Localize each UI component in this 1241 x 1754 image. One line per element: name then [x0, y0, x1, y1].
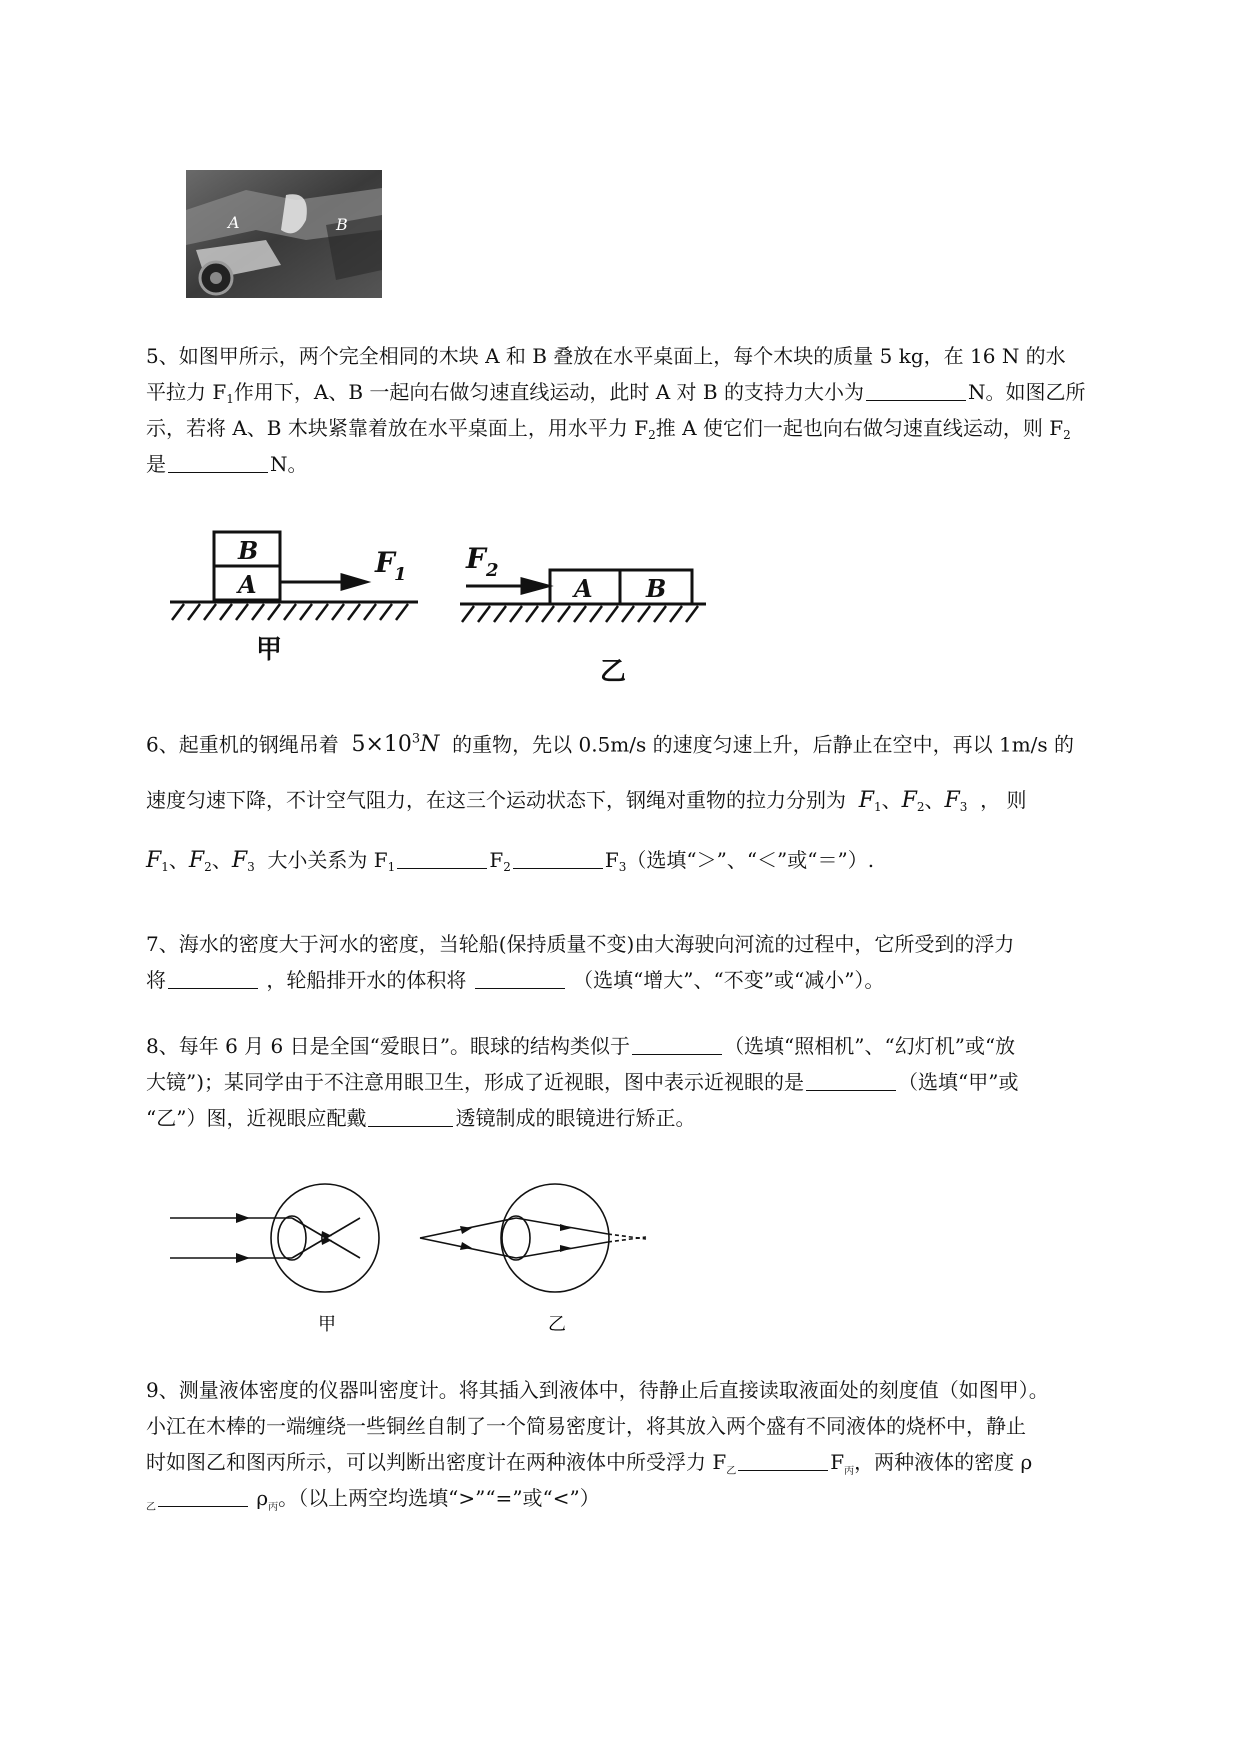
- label-f2: F: [466, 542, 486, 575]
- q6-sep: 、: [881, 788, 902, 812]
- q9-line4: [146, 1480, 1146, 1526]
- q7-blank-2[interactable]: [475, 966, 565, 989]
- q6-sub: 2: [503, 860, 511, 874]
- q9-text: 时如图乙和图丙所示，可以判断出密度计在两种液体中所受浮力 F: [146, 1450, 727, 1474]
- caption-eye-yi: 乙: [548, 1314, 566, 1335]
- q8-text: 8、每年 6 月 6 日是全国“爱眼日”。眼球的结构类似于: [146, 1034, 631, 1058]
- q6-sub: 3: [959, 800, 968, 814]
- q8-line2: [146, 1064, 1146, 1100]
- q8-text: 大镜”)；某同学由于不注意用眼卫生，形成了近视眼，图中表示近视眼的是: [146, 1070, 805, 1094]
- q5-text: 推 A 使它们一起也向右做匀速直线运动，则 F: [655, 416, 1064, 440]
- q5-text: 作用下，A、B 一起向右做匀速直线运动，此时 A 对 B 的支持力大小为: [233, 380, 864, 404]
- q7-text: （选填“增大”、“不变”或“减小”）。: [573, 968, 885, 992]
- q9-line2: 小江在木棒的一端缠绕一些铜丝自制了一个简易密度计，将其放入两个盛有不同液体的烧杯中，静止: [146, 1414, 1026, 1438]
- q5-blank-2[interactable]: [168, 450, 268, 473]
- q6-text: 速度匀速下降，不计空气阻力，在这三个运动状态下，钢绳对重物的拉力分别为: [146, 788, 846, 812]
- q6-text: 大小关系为 F: [267, 848, 388, 872]
- q5-sub: 2: [648, 428, 656, 442]
- q7-line2: [146, 962, 1146, 998]
- q6-text: ， 则: [980, 788, 1027, 812]
- q6-line3: [146, 842, 1146, 885]
- q6-sub: 3: [247, 860, 255, 874]
- q5-text: 示，若将 A、B 木块紧靠着放在水平桌面上，用水平力 F: [146, 416, 649, 440]
- q6-f: F: [604, 848, 619, 872]
- q5-blank-1[interactable]: [866, 378, 966, 401]
- q6-sub: 1: [873, 800, 882, 814]
- label-f1: F: [375, 546, 395, 579]
- q7-text: 将: [146, 968, 166, 992]
- q6-f: F: [188, 848, 205, 873]
- lens-jia: [278, 1216, 306, 1260]
- q6-formula-base: 5×10: [351, 732, 412, 758]
- q6-sub: 1: [387, 860, 396, 874]
- q6-sep: 、: [211, 848, 232, 872]
- label-b-stacked: B: [238, 536, 259, 565]
- q7-blank-1[interactable]: [168, 966, 258, 989]
- label-f1-sub: 1: [394, 564, 407, 585]
- q5-sub: 1: [226, 392, 234, 406]
- q6-sub: 2: [204, 860, 212, 874]
- q7-line1: 7、海水的密度大于河水的密度，当轮船(保持质量不变)由大海驶向河流的过程中，它所受到的浮力: [146, 932, 1015, 956]
- q6-formula-exp: 3: [411, 732, 421, 747]
- photo-label-a: A: [228, 213, 240, 232]
- label-b-side: B: [646, 574, 667, 603]
- q5-text: 是: [146, 452, 166, 476]
- q8-text: （选填“甲”或: [898, 1070, 1019, 1094]
- q5-line1: 5、如图甲所示，两个完全相同的木块 A 和 B 叠放在水平桌面上，每个木块的质量 5 kg，在 16 N 的水: [146, 344, 1066, 368]
- q5-line4: [146, 446, 1146, 482]
- q5-text: 平拉力 F: [146, 380, 227, 404]
- q9-blank-1[interactable]: [738, 1448, 828, 1471]
- caption-jia: 甲: [256, 635, 283, 665]
- caption-yi: 乙: [600, 657, 627, 687]
- q6-sub: 1: [161, 860, 169, 874]
- q8-blank-1[interactable]: [632, 1032, 722, 1055]
- q8-text: “乙”）图，近视眼应配戴: [146, 1106, 367, 1130]
- q8-blank-2[interactable]: [806, 1068, 896, 1091]
- q6-text: 6、起重机的钢绳吊着: [146, 732, 339, 757]
- label-a-stacked: A: [238, 570, 257, 599]
- q6-blank-2[interactable]: [513, 846, 603, 869]
- q5-text: N。如图乙所: [967, 380, 1086, 404]
- q6-formula-unit: N: [420, 732, 440, 758]
- q7-text: ，轮船排开水的体积将: [266, 968, 467, 992]
- arrow-f2-head: [522, 579, 548, 593]
- eye-figure: [170, 1168, 670, 1338]
- q6-sep: 、: [924, 788, 945, 812]
- q9-text: 。（以上两空均选填“>”“=”或“<”）: [278, 1486, 600, 1510]
- blocks-figure: [170, 520, 720, 690]
- caption-eye-jia: 甲: [318, 1314, 336, 1335]
- q8-line1: [146, 1028, 1146, 1064]
- q6-sub: 3: [618, 860, 627, 874]
- q8-text: 透镜制成的眼镜进行矫正。: [455, 1106, 696, 1130]
- q8-line3: [146, 1100, 1146, 1136]
- q9-sub: 乙: [726, 1466, 737, 1477]
- q6-formula: [351, 732, 439, 757]
- q6-blank-1[interactable]: [397, 846, 487, 869]
- q9-rho: ρ: [256, 1486, 269, 1510]
- q6-f: F: [231, 848, 248, 873]
- label-a-side: A: [574, 574, 593, 603]
- q6-line1: [146, 722, 1146, 763]
- photo-label-b: B: [336, 215, 348, 234]
- q5-sub: 2: [1063, 428, 1071, 442]
- q9-f: F: [830, 1450, 845, 1474]
- q8-blank-3[interactable]: [368, 1104, 453, 1127]
- q6-f: F: [146, 848, 162, 873]
- q6-text: （选填“＞”、“＜”或“＝”）.: [626, 848, 875, 872]
- q9-blank-2[interactable]: [158, 1484, 248, 1507]
- q9-sub: 丙: [268, 1502, 279, 1513]
- q9-sub: 乙: [146, 1502, 156, 1513]
- q6-text: 的重物，先以 0.5m/s 的速度匀速上升，后静止在空中，再以 1m/s 的: [452, 732, 1075, 757]
- q6-sub: 2: [916, 800, 925, 814]
- collision-photo: [186, 170, 382, 298]
- q6-f: F: [489, 848, 504, 872]
- q8-text: （选填“照相机”、“幻灯机”或“放: [724, 1034, 1016, 1058]
- label-f2-sub: 2: [486, 560, 499, 581]
- q5-text: N。: [270, 452, 308, 476]
- q9-text: ，两种液体的密度 ρ: [854, 1450, 1033, 1474]
- arrow-f1-head: [342, 575, 366, 589]
- q6-f: F: [901, 788, 917, 813]
- lens-yi: [502, 1216, 530, 1260]
- q9-sub: 丙: [844, 1466, 855, 1477]
- q6-line2: [146, 782, 1146, 825]
- q9-line1: 9、测量液体密度的仪器叫密度计。将其插入到液体中，待静止后直接读取液面处的刻度值（如图甲）。: [146, 1378, 1049, 1402]
- q6-f: F: [858, 788, 874, 813]
- q6-sep: 、: [168, 848, 189, 872]
- q6-f: F: [944, 788, 960, 813]
- eyeball-yi: [501, 1184, 609, 1292]
